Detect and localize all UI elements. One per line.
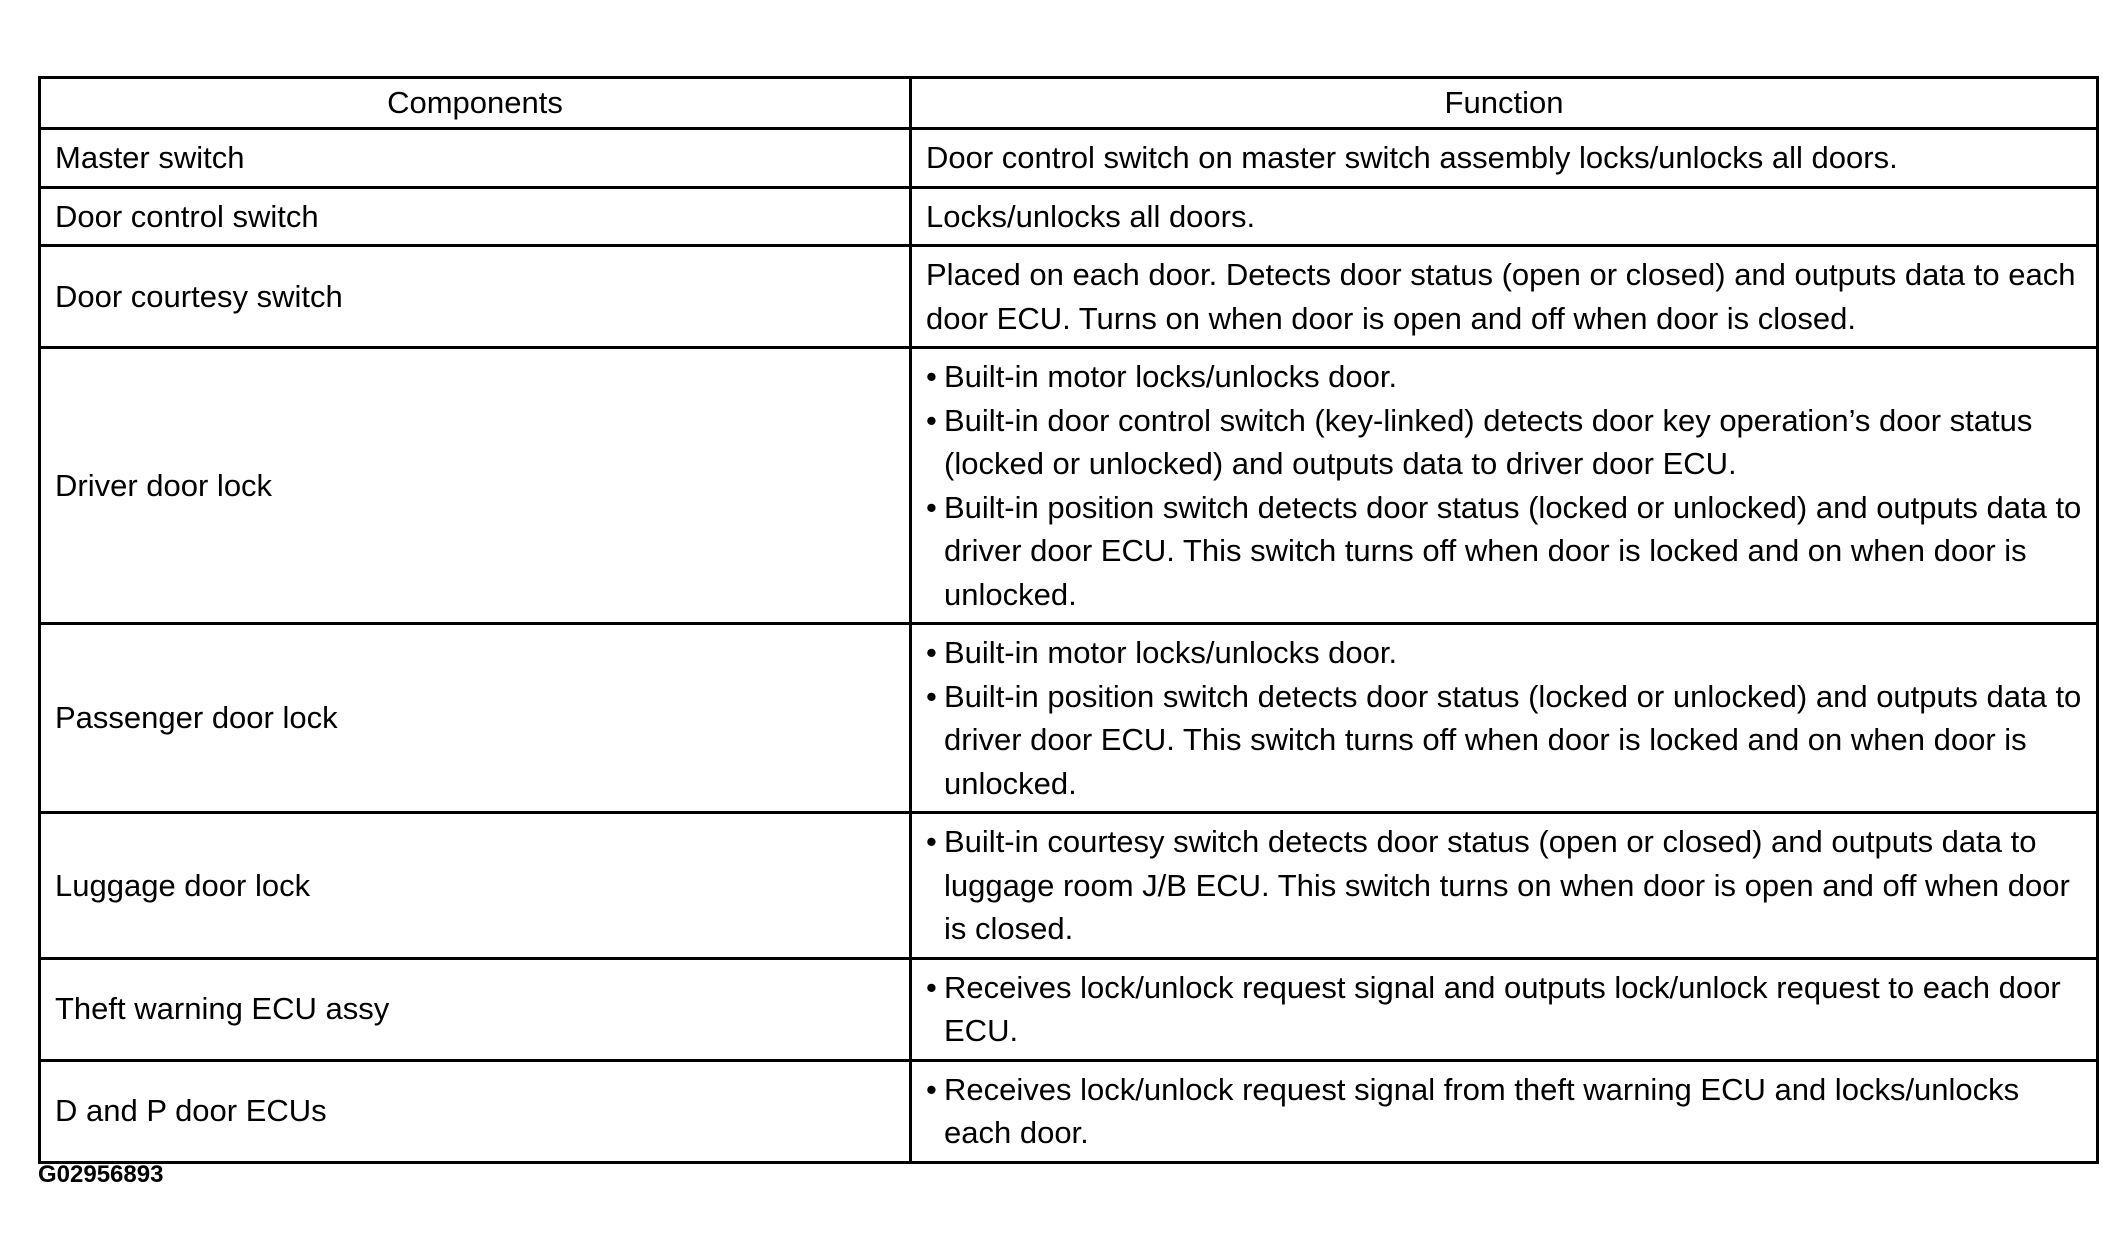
function-bullet-list	[926, 355, 2082, 616]
function-cell	[911, 958, 2098, 1060]
header-components: Components	[40, 78, 911, 129]
table-row	[40, 187, 2098, 246]
table-header-row	[40, 78, 2098, 129]
function-bullet: • Built-in position switch detects door status (locked or unlocked) and outputs data to driver door ECU. This switch turns off when door is locked and on when door is unlocked.	[926, 486, 2082, 617]
function-bullet: • Built-in door control switch (key-linked) detects door key operation’s door status (locked or unlocked) and outputs data to driver door ECU.	[926, 399, 2082, 486]
figure-id: G02956893	[38, 1161, 164, 1188]
function-cell: Locks/unlocks all doors.	[911, 187, 2098, 246]
component-cell: Door courtesy switch	[40, 246, 911, 348]
function-bullet: • Built-in motor locks/unlocks door.	[926, 355, 2082, 399]
function-bullet: • Built-in motor locks/unlocks door.	[926, 631, 2082, 675]
function-bullet-list	[926, 820, 2082, 951]
table-row	[40, 129, 2098, 188]
function-bullet: • Receives lock/unlock request signal and outputs lock/unlock request to each door ECU.	[926, 966, 2082, 1053]
component-cell: Door control switch	[40, 187, 911, 246]
component-cell: Theft warning ECU assy	[40, 958, 911, 1060]
function-bullet: • Built-in courtesy switch detects door status (open or closed) and outputs data to luggage room J/B ECU. This switch turns on when door is open and off when door is closed.	[926, 820, 2082, 951]
table-row	[40, 1060, 2098, 1162]
component-cell: Passenger door lock	[40, 624, 911, 813]
function-cell	[911, 1060, 2098, 1162]
components-function-table	[38, 76, 2099, 1164]
table-row	[40, 348, 2098, 624]
component-cell: Master switch	[40, 129, 911, 188]
function-cell	[911, 348, 2098, 624]
function-bullet: • Built-in position switch detects door status (locked or unlocked) and outputs data to driver door ECU. This switch turns off when door is locked and on when door is unlocked.	[926, 675, 2082, 806]
component-cell: D and P door ECUs	[40, 1060, 911, 1162]
function-cell	[911, 624, 2098, 813]
function-bullet-list	[926, 631, 2082, 805]
function-bullet-list	[926, 966, 2082, 1053]
function-bullet-list	[926, 1068, 2082, 1155]
table-row	[40, 624, 2098, 813]
header-function: Function	[911, 78, 2098, 129]
function-bullet: • Receives lock/unlock request signal from theft warning ECU and locks/unlocks each door.	[926, 1068, 2082, 1155]
component-cell: Driver door lock	[40, 348, 911, 624]
function-cell	[911, 813, 2098, 959]
table-row	[40, 246, 2098, 348]
table-row	[40, 813, 2098, 959]
component-cell: Luggage door lock	[40, 813, 911, 959]
function-cell: Placed on each door. Detects door status (open or closed) and outputs data to each door ECU. Turns on when door is open and off when door is closed.	[911, 246, 2098, 348]
function-cell: Door control switch on master switch assembly locks/unlocks all doors.	[911, 129, 2098, 188]
table-row	[40, 958, 2098, 1060]
